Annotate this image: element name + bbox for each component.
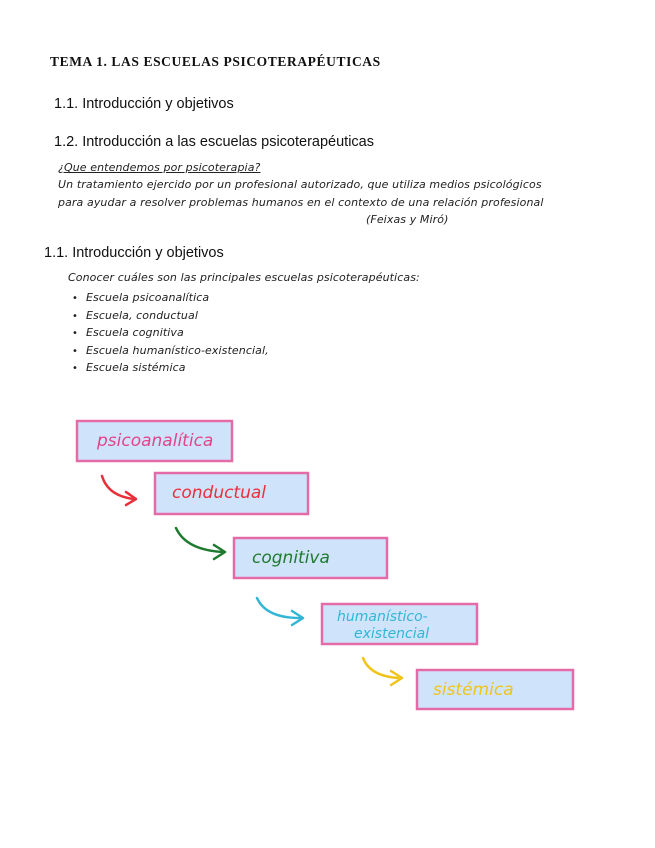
objectives-intro: Conocer cuáles son las principales escuelas psicoterapéuticas:	[68, 271, 420, 284]
list-item: • Escuela sistémica	[72, 361, 186, 374]
school-box-conductual	[155, 473, 308, 514]
schools-list	[72, 289, 269, 377]
school-label: conductual	[172, 483, 267, 503]
definition-line-1: Un tratamiento ejercido por un profesional autorizado, que utiliza medios psicológicos	[58, 178, 542, 191]
section-heading-intro: 1.1. Introducción y objetivos	[54, 96, 234, 112]
section-heading-schools: 1.2. Introducción a las escuelas psicoterapéuticas	[54, 134, 374, 150]
definition-line-2: para ayudar a resolver problemas humanos en el contexto de una relación profesional	[58, 196, 544, 209]
page-title: TEMA 1. LAS ESCUELAS PSICOTERAPÉUTICAS	[50, 54, 381, 69]
school-box-sistemica	[417, 670, 573, 709]
school-label-line-2: existencial	[354, 626, 430, 642]
schools-staircase-diagram	[0, 400, 655, 730]
list-item: • Escuela humanístico-existencial,	[72, 343, 269, 357]
list-item: • Escuela psicoanalítica	[72, 291, 210, 304]
definition-question: ¿Que entendemos por psicoterapia?	[58, 161, 261, 174]
school-label: sistémica	[433, 680, 514, 700]
arrow-icon	[363, 658, 398, 678]
list-item: • Escuela, conductual	[72, 308, 198, 322]
school-label: cognitiva	[252, 548, 330, 568]
section-heading-objectives: 1.1. Introducción y objetivos	[44, 245, 224, 261]
arrow-icon	[257, 598, 300, 618]
list-item: • Escuela cognitiva	[72, 326, 184, 339]
school-label: psicoanalítica	[97, 431, 214, 451]
arrow-icon	[176, 528, 223, 552]
school-label: humanístico-	[337, 609, 428, 625]
definition-citation: (Feixas y Miró)	[366, 213, 449, 226]
school-box-psicoanalitica	[77, 421, 232, 461]
school-box-cognitiva	[234, 538, 387, 578]
school-box-humanistico-existencial	[322, 604, 477, 644]
